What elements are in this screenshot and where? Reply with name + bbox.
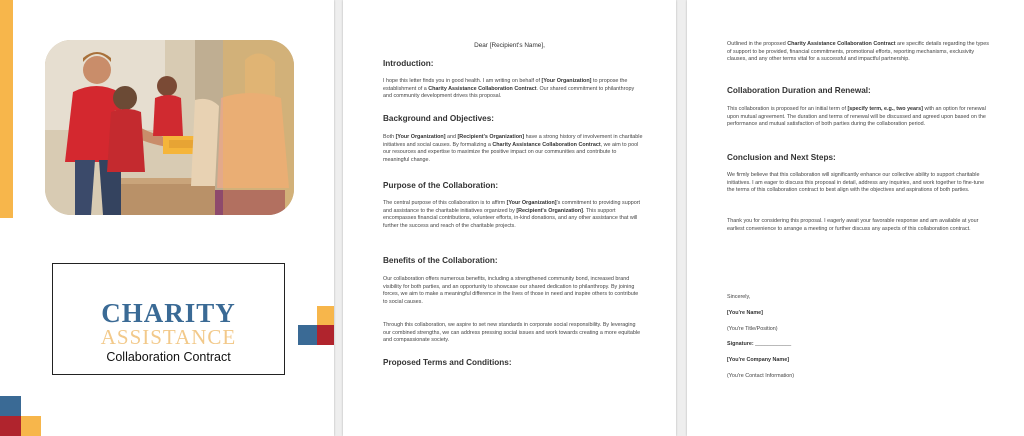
cover-page	[0, 0, 334, 436]
orange-accent-bar	[0, 0, 13, 218]
salutation: Dear [Recipient's Name],	[474, 42, 545, 49]
decor-square-red	[317, 325, 334, 345]
contact-info: (You're Contact Information)	[727, 373, 795, 379]
signature-line: ____________	[755, 341, 792, 347]
cover-title-assistance: ASSISTANCE	[100, 325, 237, 349]
benefits-paragraph-1: Our collaboration offers numerous benefits, including a strengthened community bond, increased brand visibility for both parties, and an opportunity to showcase our shared dedication to philanthropy. By joining forces, we aim to make a meaningful difference in the lives of those in need and inspire others to contribute to social causes.	[383, 276, 639, 306]
purpose-paragraph: The central purpose of this collaboration is to affirm [Your Organization]'s commitment to providing support and assistance to the charitable initiatives organized by [Recipient's Organization]. This support encompasses financial contributions, volunteer efforts, in-kind donations, and any other assistance that will further the success and reach of the charitable projects.	[383, 200, 640, 230]
benefits-heading: Benefits of the Collaboration:	[383, 256, 498, 265]
conclusion-heading: Conclusion and Next Steps:	[727, 153, 836, 162]
sincerely: Sincerely,	[727, 294, 751, 300]
terms-heading: Proposed Terms and Conditions:	[383, 358, 512, 367]
conclusion-paragraph-1: We firmly believe that this collaboration will significantly enhance our collective ability to support charitable initiatives. I am eager to discuss this proposal in detail, address any inquiries, and work together to fine-tune the terms of this collaboration contract to best align with the objectives and aspirations of both parties.	[727, 172, 985, 194]
benefits-paragraph-2: Through this collaboration, we aspire to set new standards in corporate social responsibility. By leveraging our combined strengths, we can address pressing social issues and work towards creating a more equitable and compassionate society.	[383, 322, 641, 344]
intro-paragraph: I hope this letter finds you in good health. I am writing on behalf of [Your Organization] to propose the establishment of a Charity Assistance Collaboration Contract. Our shared commitment to philanthropy and community development drives this proposal.	[383, 78, 635, 100]
cover-title-charity: CHARITY	[101, 298, 236, 328]
duration-heading: Collaboration Duration and Renewal:	[727, 86, 871, 95]
company-name: [You're Company Name]	[727, 357, 789, 363]
conclusion-paragraph-2: Thank you for considering this proposal. I eagerly await your favorable response and am available at your earliest convenience to arrange a meeting or further discuss any aspects of this collaboration contract.	[727, 218, 979, 232]
letter-page-2	[687, 0, 1024, 436]
decor-square-orange	[317, 306, 334, 325]
your-title: (You're Title/Position)	[727, 326, 778, 332]
purpose-heading: Purpose of the Collaboration:	[383, 181, 499, 190]
cover-subtitle: Collaboration Contract	[106, 350, 231, 364]
cover-title-box	[52, 263, 285, 375]
letter-page-1	[343, 0, 676, 436]
background-heading: Background and Objectives:	[383, 114, 495, 123]
signature-row	[727, 341, 791, 347]
duration-paragraph: This collaboration is proposed for an initial term of [specify term, e.g., two years] with an option for renewal upon mutual agreement. The duration and terms of renewal will be discussed and agreed upon based on the performance and mutual satisfaction of both parties during the collaboration period.	[727, 106, 986, 128]
decor-square-orange-bottom	[21, 416, 41, 436]
decor-square-blue	[298, 325, 317, 345]
terms-paragraph: Outlined in the proposed Charity Assistance Collaboration Contract are specific details regarding the types of support to be provided, financial commitments, promotional efforts, reporting mechanisms, exclusivity clauses, and any other terms vital for a successful and impactful partnership.	[727, 41, 989, 63]
your-name: [You're Name]	[727, 310, 763, 316]
background-paragraph: Both [Your Organization] and [Recipient's Organization] have a strong history of involvement in charitable initiatives and social causes. By formalizing a Charity Assistance Collaboration Contract, we aim to pool our resources and expertise to maximize the positive impact on our communities and contribute to meaningful change.	[383, 134, 643, 164]
decor-square-red-bottom	[0, 416, 21, 436]
signature-label: Signature:	[727, 341, 754, 347]
decor-square-blue-bottom	[0, 396, 21, 416]
cover-photo	[45, 40, 294, 215]
intro-heading: Introduction:	[383, 59, 434, 68]
